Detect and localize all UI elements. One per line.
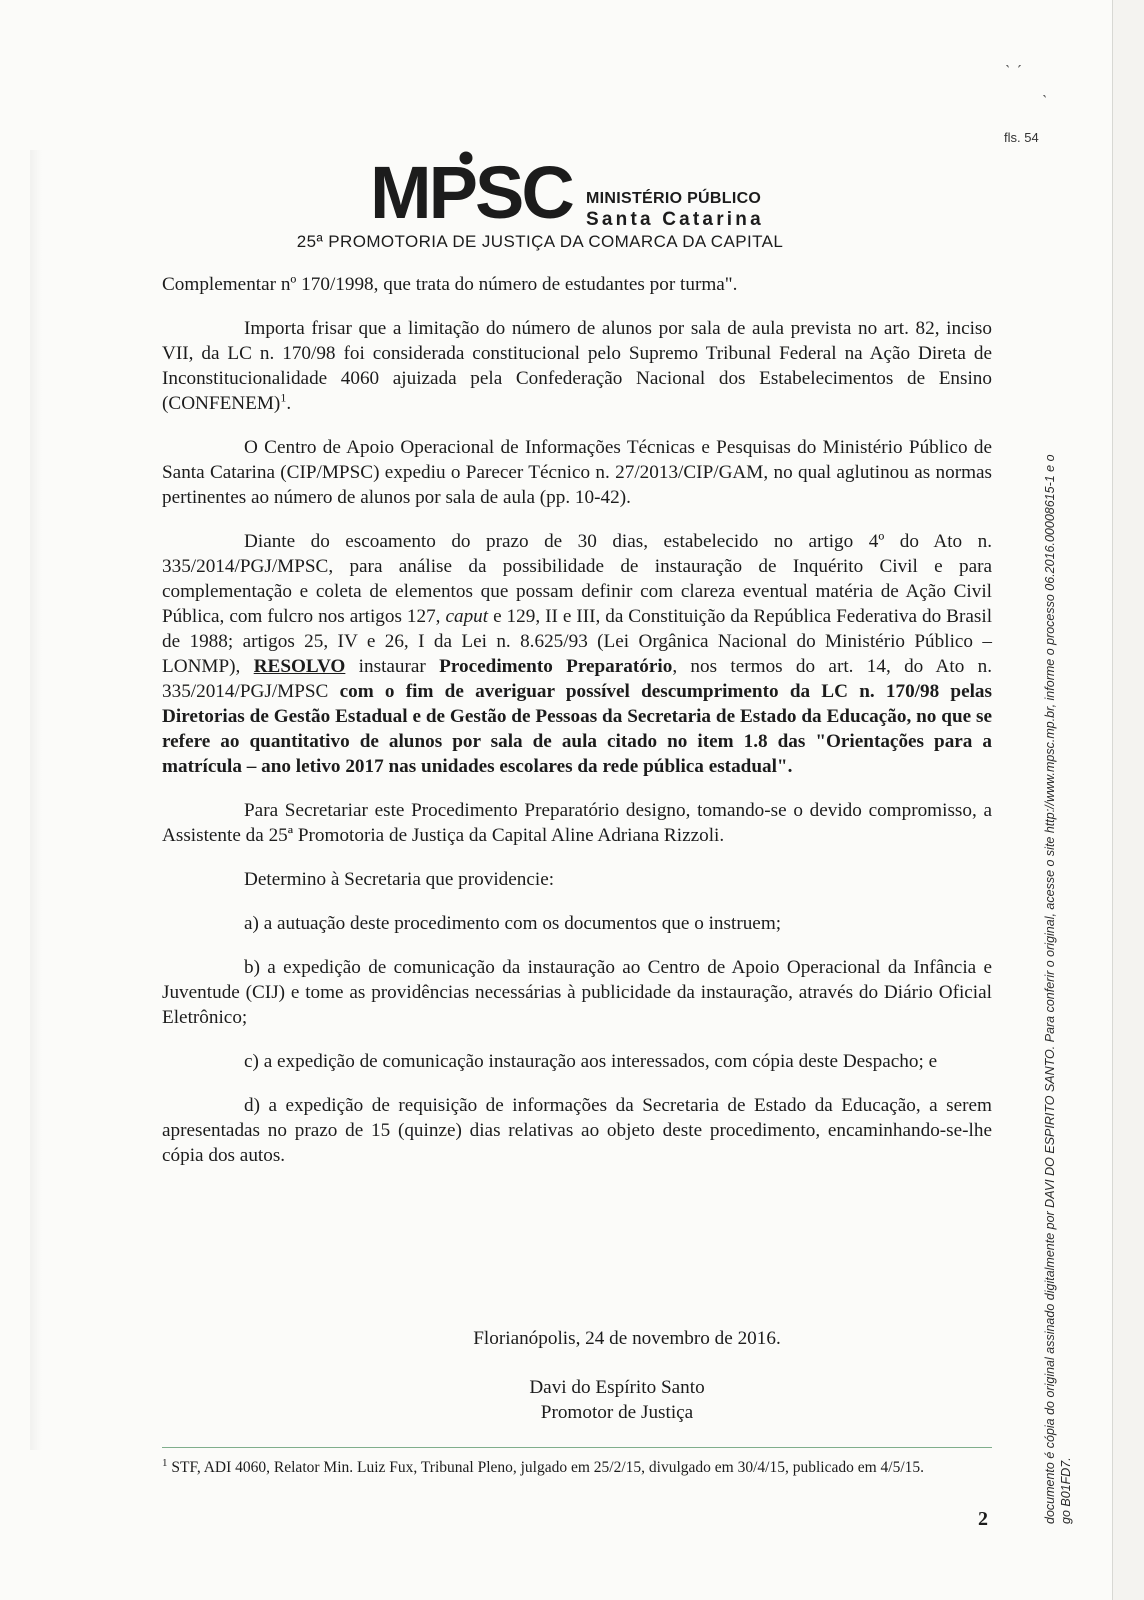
signer-name: Davi do Espírito Santo — [529, 1377, 705, 1398]
list-item-a: a) a autuação deste procedimento com os documentos que o instruem; — [244, 913, 782, 934]
org-state: Santa Catarina — [586, 209, 764, 230]
caput-term: caput — [445, 606, 489, 627]
page-number: 2 — [978, 1508, 988, 1530]
footnote-text: STF, ADI 4060, Relator Min. Luiz Fux, Tribunal Pleno, julgado em 25/2/15, divulgado em 30/4/15, publicado em 4/5/15. — [171, 1459, 925, 1477]
digital-signature-notice — [1042, 224, 1074, 1524]
list-item-d: d) a expedição de requisição de informações da Secretaria de Estado da Educação, a serem apresentadas no prazo de 15 (quinze) dias relativas ao objeto deste procedimento, encaminhando-se-lhe cópia dos autos. — [162, 1095, 992, 1166]
list-item-b: b) a expedição de comunicação da instauração ao Centro de Apoio Operacional da Infância e Juventude (CIJ) e tome as providências necessárias à publicidade da instauração, através do Diário Oficial Eletrônico; — [162, 957, 992, 1028]
paragraph-3: O Centro de Apoio Operacional de Informações Técnicas e Pesquisas do Ministério Público de Santa Catarina (CIP/MPSC) expediu o Parecer Técnico n. 27/2013/CIP/GAM, no qual aglutinou as normas pertinentes ao número de alunos por sala de aula (pp. 10-42). — [162, 437, 992, 508]
notice-line-1: documento é cópia do original assinado digitalmente por DAVI DO ESPIRITO SANTO. Para conferir o original, acesse o site http://www.mpsc.mp.br, informe o processo 06.2016.00008615-1 e o — [1043, 454, 1057, 1524]
footnote-divider — [162, 1447, 992, 1448]
scan-speck: ˎ — [1042, 78, 1048, 98]
paragraph-5: Para Secretariar este Procedimento Preparatório designo, tomando-se o devido compromisso, a Assistente da 25ª Promotoria de Justiça da Capital Aline Adriana Rizzoli. — [162, 800, 992, 846]
footnote-marker: 1 — [162, 1457, 168, 1469]
notice-line-2: go B01FD7. — [1059, 1457, 1073, 1524]
scan-shadow — [30, 150, 42, 1450]
signer-role: Promotor de Justiça — [540, 1402, 694, 1423]
place-date: Florianópolis, 24 de novembro de 2016. — [473, 1328, 781, 1349]
footnote-ref: 1 — [280, 390, 287, 405]
purpose-statement: com o fim de averiguar possível descumprimento da LC n. 170/98 pelas Diretorias de Gestão Estadual e de Gestão de Pessoas da Secretaria de Estado da Educação, no que se refere ao quantitativo de alunos por sala de aula citado no item 1.8 das "Orientações para a matrícula – ano letivo 2017 nas unidades escolares da rede pública estadual". — [162, 681, 992, 777]
document-body — [162, 272, 992, 1187]
list-item-c: c) a expedição de comunicação instauração aos interessados, com cópia deste Despacho; e — [244, 1051, 938, 1072]
procedimento-term: Procedimento Preparatório — [439, 656, 673, 677]
signature-block — [162, 1326, 992, 1425]
org-name: MINISTÉRIO PÚBLICO — [586, 190, 762, 207]
paragraph-4: Diante do escoamento do prazo de 30 dias, estabelecido no artigo 4º do Ato n. 335/2014/PGJ/MPSC, para análise da possibilidade de instauração de Inquérito Civil e para complementação e coleta de elementos que possam definir com clareza eventual matéria de Ação Civil Pública, com fulcro nos artigos 127, caput e 129, II e III, da Constituição da República Federativa do Brasil de 1988; artigos 25, IV e 26, I da Lei n. 8.625/93 (Lei Orgânica Nacional do Ministério Público – LONMP), RESOLVO instaurar Procedimento Preparatório, nos termos do art. 14, do Ato n. 335/2014/PGJ/MPSC com o fim de averiguar possível descumprimento da LC n. 170/98 pelas Diretorias de Gestão Estadual e de Gestão de Pessoas da Secretaria de Estado da Educação, no que se refere ao quantitativo de alunos por sala de aula citado no item 1.8 das "Orientações para a matrícula – ano letivo 2017 nas unidades escolares da rede pública estadual". — [162, 531, 993, 777]
letterhead — [230, 148, 880, 260]
logo-wordmark: MPSC — [370, 151, 572, 228]
mpsc-logo-icon — [370, 148, 580, 228]
paragraph-6: Determino à Secretaria que providencie: — [244, 869, 555, 890]
paragraph-1: Complementar nº 170/1998, que trata do número de estudantes por turma". — [162, 274, 738, 295]
footnote — [162, 1453, 992, 1478]
paragraph-2: Importa frisar que a limitação do número de alunos por sala de aula prevista no art. 82, inciso VII, da LC n. 170/98 foi considerada constitucional pelo Supremo Tribunal Federal na Ação Direta de Inconstitucionalidade 4060 ajuizada pela Confederação Nacional dos Estabelecimentos de Ensino (CONFENEM)$^1$. — [162, 318, 992, 414]
promotoria-title: 25ª PROMOTORIA DE JUSTIÇA DA COMARCA DA CAPITAL — [296, 232, 784, 251]
resolvo-term: RESOLVO — [253, 656, 346, 677]
folio-number: fls. 54 — [1004, 130, 1039, 145]
scan-speck: ˎ ˏ — [1005, 48, 1022, 68]
